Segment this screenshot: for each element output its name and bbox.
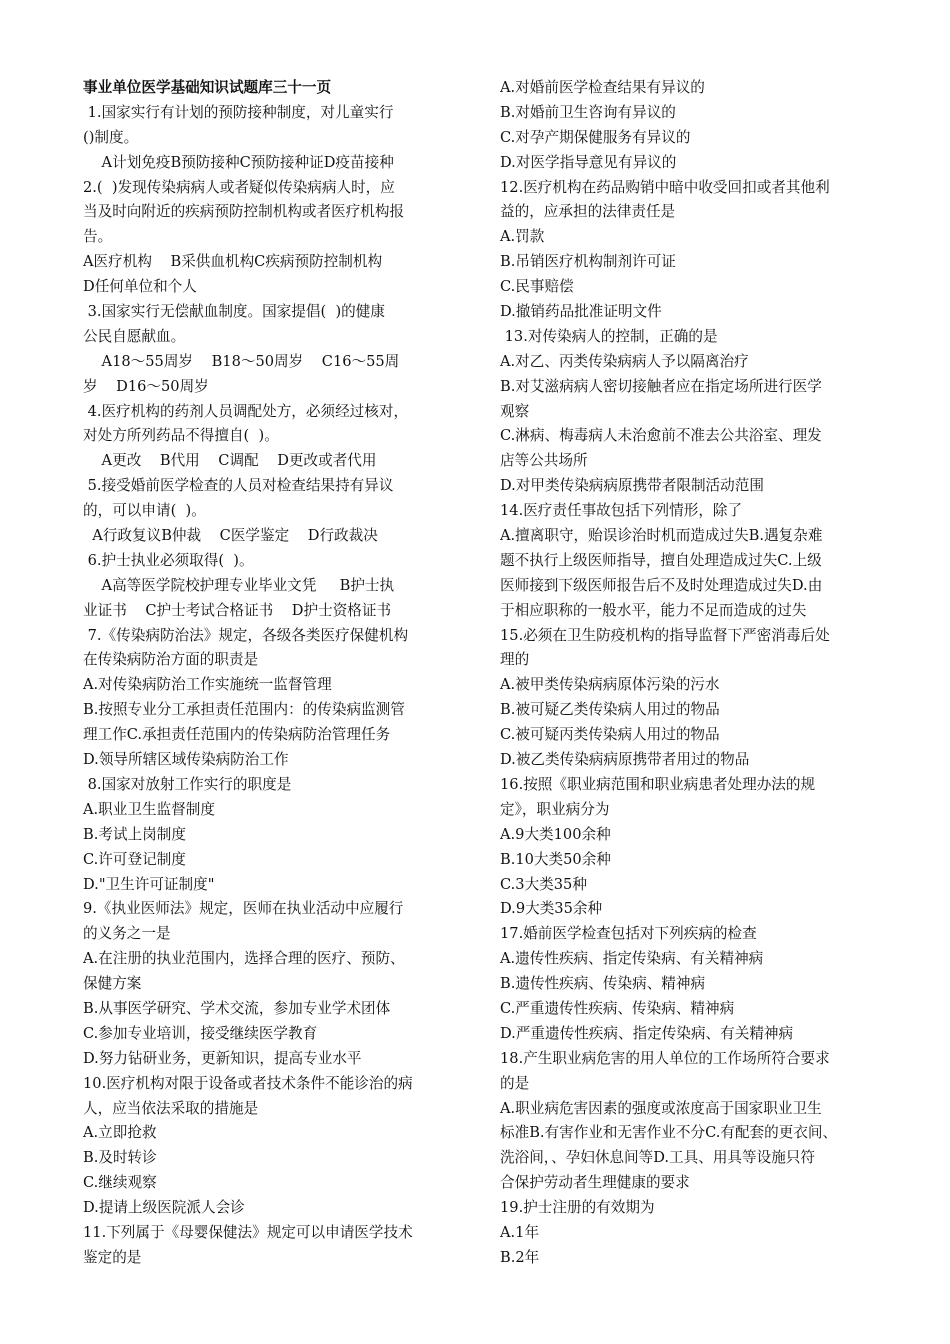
text-line: A.立即抢救 — [83, 1124, 157, 1142]
text-line: 在传染病防治方面的职责是 — [83, 651, 259, 669]
text-line: 洗浴间，、孕妇休息间等D.工具、用具等设施只符 — [500, 1149, 815, 1167]
text-line: A.对传染病防治工作实施统一监督管理 — [83, 676, 332, 694]
text-line: 17.婚前医学检查包括对下列疾病的检查 — [500, 925, 757, 943]
text-line: 10.医疗机构对限于设备或者技术条件不能诊治的病 — [83, 1074, 413, 1092]
text-line: 9.《执业医师法》规定，医师在执业活动中应履行 — [83, 900, 404, 918]
text-line: 8.国家对放射工作实行的职度是 — [83, 775, 292, 793]
text-line: D.撤销药品批准证明文件 — [500, 303, 662, 321]
text-line: 店等公共场所 — [500, 452, 588, 470]
text-line: B.吊销医疗机构制剂许可证 — [500, 253, 676, 271]
text-line: 的义务之一是 — [83, 925, 171, 943]
text-line: 对处方所列药品不得擅自( )。 — [83, 427, 279, 445]
text-line: B.考试上岗制度 — [83, 825, 186, 843]
text-line: C.参加专业培训，接受继续医学教育 — [83, 1024, 318, 1042]
text-line: 合保护劳动者生理健康的要求 — [500, 1174, 690, 1192]
text-line: A.罚款 — [500, 228, 545, 246]
text-line: 4.医疗机构的药剂人员调配处方，必须经过核对， — [83, 402, 409, 420]
text-line: 题不执行上级医师指导，擅自处理造成过失C.上级 — [500, 551, 822, 569]
text-line: 业证书 C护士考试合格证书 D护士资格证书 — [83, 601, 392, 619]
text-line: 5.接受婚前医学检查的人员对检查结果持有异议 — [83, 477, 394, 495]
right-column — [500, 76, 875, 1271]
text-line: B.遗传性疾病、传染病、精神病 — [500, 975, 706, 993]
text-line: C.淋病、梅毒病人未治愈前不准去公共浴室、理发 — [500, 427, 822, 445]
text-line: 医师接到下级医师报告后不及时处理造成过失D.由 — [500, 576, 823, 594]
text-line: A更改 B代用 C调配 D更改或者代用 — [83, 452, 377, 470]
text-line: B.对婚前卫生咨询有异议的 — [500, 103, 676, 121]
text-line: B.及时转诊 — [83, 1149, 157, 1167]
text-line: 12.医疗机构在药品购销中暗中收受回扣或者其他利 — [500, 178, 830, 196]
text-line: C.3大类35种 — [500, 875, 587, 893]
text-line: D.领导所辖区域传染病防治工作 — [83, 751, 289, 769]
text-line: 15.必须在卫生防疫机构的指导监督下严密消毒后处 — [500, 626, 830, 644]
text-line: B.10大类50余种 — [500, 850, 611, 868]
text-line: 11.下列属于《母婴保健法》规定可以申请医学技术 — [83, 1223, 413, 1241]
text-line: D.被乙类传染病病原携带者用过的物品 — [500, 751, 750, 769]
text-line: 保健方案 — [83, 975, 142, 993]
text-line: D.对医学指导意见有异议的 — [500, 153, 677, 171]
text-line: 的是 — [500, 1074, 530, 1092]
text-line: 鉴定的是 — [83, 1248, 142, 1266]
text-line: A.1年 — [500, 1223, 540, 1241]
left-column — [83, 76, 463, 1271]
text-line: 告。 — [83, 228, 113, 246]
text-line: 公民自愿献血。 — [83, 327, 186, 345]
text-line: A.职业病危害因素的强度或浓度高于国家职业卫生 — [500, 1099, 822, 1117]
text-line: B.被可疑乙类传染病人用过的物品 — [500, 701, 720, 719]
text-line: D.提请上级医院派人会诊 — [83, 1199, 245, 1217]
text-line: C.继续观察 — [83, 1174, 157, 1192]
text-line: 14.医疗责任事故包括下列情形，除了 — [500, 502, 743, 520]
text-line: 标准B.有害作业和无害作业不分C.有配套的更衣间、 — [500, 1124, 838, 1142]
text-line: A.遗传性疾病、指定传染病、有关精神病 — [500, 950, 764, 968]
text-line: A.职业卫生监督制度 — [83, 800, 215, 818]
text-line: A.对乙、丙类传染病病人予以隔离治疗 — [500, 352, 749, 370]
text-line: 的，可以申请( )。 — [83, 502, 206, 520]
text-line: 理的 — [500, 651, 530, 669]
text-line: 当及时向附近的疾病预防控制机构或者医疗机构报 — [83, 203, 405, 221]
text-line: 观察 — [500, 402, 530, 420]
text-line: A.对婚前医学检查结果有异议的 — [500, 79, 705, 96]
text-line: A.被甲类传染病病原体污染的污水 — [500, 676, 720, 694]
text-line: B.对艾滋病病人密切接触者应在指定场所进行医学 — [500, 377, 822, 395]
text-line: A.9大类100余种 — [500, 825, 611, 843]
text-line: D.对甲类传染病病原携带者限制活动范围 — [500, 477, 764, 495]
text-line: A计划免疫B预防接种C预防接种证D疫苗接种 — [83, 153, 394, 171]
text-line: ()制度。 — [83, 128, 139, 146]
text-line: 于相应职称的一般水平，能力不足而造成的过失 — [500, 601, 807, 619]
text-line: 7.《传染病防治法》规定，各级各类医疗保健机构 — [83, 626, 409, 644]
text-line: B.2年 — [500, 1248, 540, 1266]
text-line: 理工作C.承担责任范围内的传染病防治管理任务 — [83, 726, 391, 744]
text-line: D.9大类35余种 — [500, 900, 603, 918]
text-line: C.严重遗传性疾病、传染病、精神病 — [500, 999, 735, 1017]
text-line: 13.对传染病人的控制，正确的是 — [500, 327, 718, 345]
text-line: A18～55周岁 B18～50周岁 C16～55周 — [83, 352, 400, 370]
text-line: B.按照专业分工承担责任范围内：的传染病监测管 — [83, 701, 405, 719]
text-line: 18.产生职业病危害的用人单位的工作场所符合要求 — [500, 1049, 830, 1067]
text-line: 定》，职业病分为 — [500, 800, 610, 818]
text-line: 19.护士注册的有效期为 — [500, 1199, 655, 1217]
text-line: D."卫生许可证制度" — [83, 875, 215, 893]
text-line: C.许可登记制度 — [83, 850, 186, 868]
text-line: C.对孕产期保健服务有异议的 — [500, 128, 691, 146]
text-line: A.擅离职守，贻误诊治时机而造成过失B.遇复杂难 — [500, 527, 823, 545]
text-line: 3.国家实行无偿献血制度。国家提倡( )的健康 — [83, 303, 385, 321]
text-line: C.民事赔偿 — [500, 278, 574, 296]
text-line: D.严重遗传性疾病、指定传染病、有关精神病 — [500, 1024, 794, 1042]
text-line: 岁 D16～50周岁 — [83, 377, 209, 395]
text-line: 6.护士执业必须取得( )。 — [83, 551, 254, 569]
text-line: A高等医学院校护理专业毕业文凭 B护士执 — [83, 576, 395, 594]
text-line: 2.( )发现传染病病人或者疑似传染病病人时，应 — [83, 178, 395, 196]
text-line: D.努力钻研业务，更新知识，提高专业水平 — [83, 1049, 362, 1067]
text-line: 16.按照《职业病范围和职业病患者处理办法的规 — [500, 775, 816, 793]
text-line: 益的，应承担的法律责任是 — [500, 203, 676, 221]
text-line: A.在注册的执业范围内，选择合理的医疗、预防、 — [83, 950, 405, 968]
text-line: A行政复议B仲裁 C医学鉴定 D行政裁决 — [83, 527, 378, 545]
document-title: 事业单位医学基础知识试题库三十一页 — [83, 79, 332, 96]
text-line: C.被可疑丙类传染病人用过的物品 — [500, 726, 720, 744]
text-line: D任何单位和个人 — [83, 278, 197, 296]
text-line: B.从事医学研究、学术交流，参加专业学术团体 — [83, 999, 391, 1017]
text-line: 人，应当依法采取的措施是 — [83, 1099, 259, 1117]
text-line: A医疗机构 B采供血机构C疾病预防控制机构 — [83, 253, 383, 271]
text-line: 1.国家实行有计划的预防接种制度，对儿童实行 — [83, 103, 394, 121]
